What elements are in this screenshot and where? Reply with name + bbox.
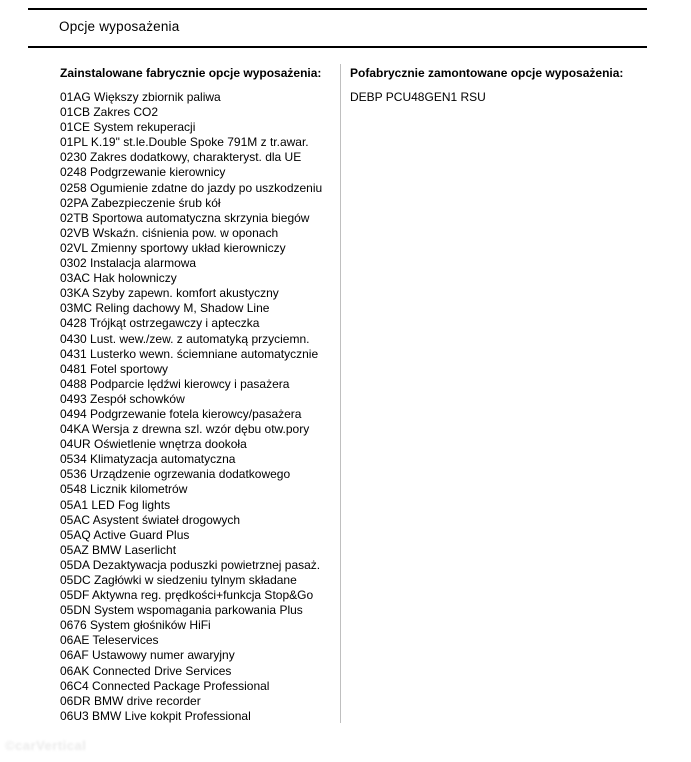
option-item: 02PA Zabezpieczenie śrub kół <box>60 195 221 210</box>
option-item: 01CB Zakres CO2 <box>60 105 159 120</box>
column-divider <box>340 64 341 723</box>
option-item: 02VB Wskaźn. ciśnienia pow. w oponach <box>60 225 279 240</box>
option-item: 06DR BMW drive recorder <box>60 693 201 708</box>
option-item: 04KA Wersja z drewna szl. wzór dębu otw.pory <box>60 422 310 437</box>
option-item: 05AC Asystent świateł drogowych <box>60 512 241 527</box>
option-item: 0493 Zespół schowków <box>60 391 185 406</box>
option-item: 06AE Teleservices <box>60 633 159 648</box>
option-item: 0302 Instalacja alarmowa <box>60 256 197 271</box>
factory-options-section <box>60 66 338 724</box>
option-item: DEBP PCU48GEN1 RSU <box>350 90 486 104</box>
aftermarket-options-section <box>350 66 645 105</box>
option-item: 0676 System głośników HiFi <box>60 618 211 633</box>
option-item: 02VL Zmienny sportowy układ kierowniczy <box>60 240 286 255</box>
aftermarket-options-list <box>350 90 645 105</box>
option-item: 01CE System rekuperacji <box>60 120 196 135</box>
option-item: 02TB Sportowa automatyczna skrzynia biegów <box>60 210 310 225</box>
option-item: 03AC Hak holowniczy <box>60 271 177 286</box>
option-item: 01PL K.19" st.le.Double Spoke 791M z tr.awar. <box>60 135 309 150</box>
option-item: 05DF Aktywna reg. prędkości+funkcja Stop&Go <box>60 588 314 603</box>
option-item: 04UR Oświetlenie wnętrza dookoła <box>60 437 247 452</box>
top-divider <box>28 8 647 10</box>
option-item: 05A1 LED Fog lights <box>60 497 171 512</box>
option-item: 0428 Trójkąt ostrzegawczy i apteczka <box>60 316 260 331</box>
option-item: 05AZ BMW Laserlicht <box>60 542 177 557</box>
option-item: 0230 Zakres dodatkowy, charakteryst. dla UE <box>60 150 302 165</box>
option-item: 06AF Ustawowy numer awaryjny <box>60 648 235 663</box>
option-item: 0430 Lust. wew./zew. z automatyką przyciemn. <box>60 331 310 346</box>
factory-options-header: Zainstalowane fabrycznie opcje wyposażenia: <box>60 66 322 80</box>
title-divider <box>28 46 647 48</box>
option-item: 0488 Podparcie lędźwi kierowcy i pasażera <box>60 376 290 391</box>
factory-options-list <box>60 90 338 724</box>
option-item: 0536 Urządzenie ogrzewania dodatkowego <box>60 467 291 482</box>
option-item: 01AG Większy zbiornik paliwa <box>60 90 221 104</box>
option-item: 0481 Fotel sportowy <box>60 361 169 376</box>
option-item: 06U3 BMW Live kokpit Professional <box>60 708 251 723</box>
option-item: 05DN System wspomagania parkowania Plus <box>60 603 303 618</box>
option-item: 06C4 Connected Package Professional <box>60 678 270 693</box>
option-item: 05AQ Active Guard Plus <box>60 527 190 542</box>
option-item: 05DC Zagłówki w siedzeniu tylnym składane <box>60 573 297 587</box>
option-item: 03MC Reling dachowy M, Shadow Line <box>60 301 270 316</box>
option-item: 0494 Podgrzewanie fotela kierowcy/pasażera <box>60 406 302 421</box>
option-item: 05DA Dezaktywacja poduszki powietrznej pasaż. <box>60 557 321 572</box>
option-item: 0248 Podgrzewanie kierownicy <box>60 165 226 180</box>
option-item: 03KA Szyby zapewn. komfort akustyczny <box>60 286 279 301</box>
option-item: 06AK Connected Drive Services <box>60 663 232 678</box>
option-item: 0258 Ogumienie zdatne do jazdy po uszkodzeniu <box>60 180 323 195</box>
option-item: 0548 Licznik kilometrów <box>60 482 188 497</box>
option-item: 0431 Lusterko wewn. ściemniane automatycznie <box>60 346 319 361</box>
option-item: 0534 Klimatyzacja automatyczna <box>60 452 236 467</box>
watermark: ©carVertical <box>5 738 87 753</box>
page-title: Opcje wyposażenia <box>59 19 180 34</box>
aftermarket-options-header: Pofabrycznie zamontowane opcje wyposażenia: <box>350 66 624 80</box>
